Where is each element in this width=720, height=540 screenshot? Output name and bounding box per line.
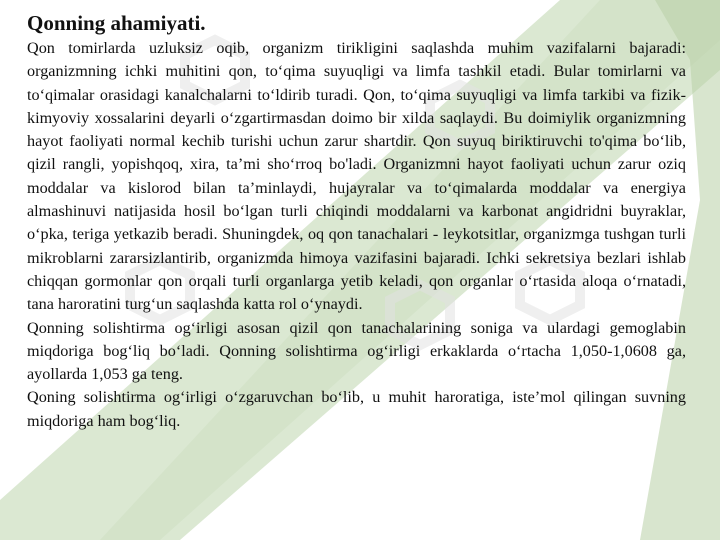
slide-content xyxy=(27,10,686,433)
paragraph-1: Qon tomirlarda uzluksiz oqib, organizm tirikligini saqlashda muhim vazifalarni bajaradi: organizmning ichki muhitini qon, to‘qima suyuqligi va limfa tashkil etadi. Bular tomirlarni va to‘qimalar orasidagi kanalchalarni to‘ldirib turadi. Qon, to‘qima suyuqligi va limfa tarkibi va fizik-kimyoviy xossalarini deyarli o‘zgartirmasdan doimo bir xilda saqlaydi. Bu doimiylik organizmning hayot faoliyati normal kechib turishi uchun zarur shartdir. Qon suyuq biriktiruvchi to'qima bo‘lib, qizil rangli, yopishqoq, xira, ta’mi sho‘rroq bo'ladi. Organizmni hayot faoliyati uchun zarur oziq moddalar va kislorod bilan ta’minlaydi, hujayralar va to‘qimalarda moddalar va energiya almashinuvi natijasida hosil bo‘lgan turli chiqindi moddalarni va karbonat angidridni buyraklar, o‘pka, teriga yetkazib beradi. Shuningdek, oq qon tanachalari - leykotsitlar, organizmga tushgan turli mikroblarni zararsizlantirib, organizmda himoya vazifasini bajaradi. Ichki sekretsiya bezlari ishlab chiqqan gormonlar qon orqali turli organlarga yetib keladi, qon organlar o‘rtasida aloqa o‘rnatadi, tana haroratini turg‘un saqlashda katta rol o‘ynaydi. xyxy=(27,39,686,314)
paragraph-2: Qonning solishtirma og‘irligi asosan qizil qon tanachalarining soniga va ulardagi gemoglabin miqdoriga bog‘liq bo‘ladi. Qonning solishtirma og‘irligi erkaklarda o‘rtacha 1,050-1,0608 ga, ayollarda 1,053 ga teng. xyxy=(27,318,686,384)
paragraph-3: Qoning solishtirma og‘irligi o‘zgaruvchan bo‘lib, u muhit haroratiga, iste’mol qilingan suvning miqdoriga ham bog‘liq. xyxy=(27,388,686,430)
slide-title: Qonning ahamiyati. xyxy=(27,11,206,35)
